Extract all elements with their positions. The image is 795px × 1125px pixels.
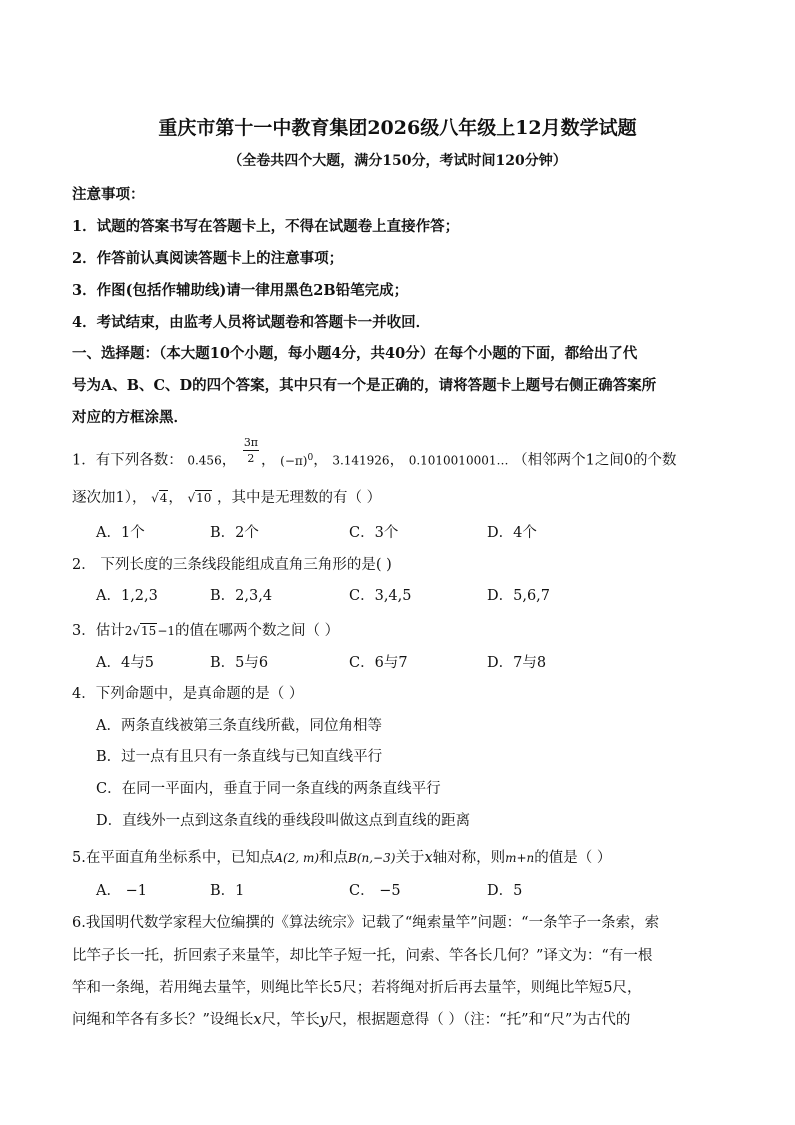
- q1-tail: （相邻两个1之间0的个数: [513, 452, 677, 469]
- page-subtitle: （全卷共四个大题，满分150分，考试时间120分钟）: [228, 153, 567, 169]
- q5-expression: m+n: [505, 851, 535, 865]
- q3-option-a: A．4与5: [96, 655, 154, 671]
- question-6-line-1: 6.我国明代数学家程大位编撰的《算法统宗》记载了“绳索量竿”问题：“一条竿子一条索，索: [72, 915, 660, 931]
- q1-number: 0.1010010001…: [408, 453, 509, 468]
- q1-prefix: 1．有下列各数：: [72, 452, 183, 469]
- question-4: 4．下列命题中，是真命题的是（ ）: [72, 686, 304, 702]
- q1-option-a: A．1个: [96, 525, 145, 541]
- question-3: 3．估计2√15−1的值在哪两个数之间（ ）: [72, 623, 340, 639]
- q1-number: 0.456: [187, 453, 222, 468]
- q4-option-d: D．直线外一点到这条直线的垂线段叫做这点到直线的距离: [96, 813, 471, 829]
- q1-option-c: C．3个: [349, 525, 399, 541]
- section-text: 对应的方框涂黑．: [72, 409, 188, 426]
- q5-option-b: B．1: [210, 883, 245, 899]
- q5-point-a: A(2, m): [274, 851, 320, 865]
- sqrt-symbol: √4: [151, 491, 168, 505]
- q4-option-a: A．两条直线被第三条直线所截，同位角相等: [96, 718, 382, 734]
- q3-option-c: C．6与7: [349, 655, 408, 671]
- note-item: 1．试题的答案书写在答题卡上，不得在试题卷上直接作答；: [72, 218, 460, 235]
- note-item: 3．作图(包括作辅助线)请一律用黑色2B铅笔完成；: [72, 282, 409, 299]
- section-text: 号为A、B、C、D的四个答案，其中只有一个是正确的，请将答题卡上题号右侧正确答案所: [72, 377, 657, 394]
- q2-option-d: D．5,6,7: [487, 588, 551, 604]
- question-6-line-2: 比竿子长一托，折回索子来量竿，却比竿子短一托，问索、竿各长几何？”译文为：“有一根: [72, 948, 653, 964]
- q1-power: $(-\pi)^0$: [280, 452, 314, 468]
- section-heading: 一、选择题：（本大题10个小题，每小题4分，共40分）在每个小题的下面，都给出了代: [72, 345, 638, 362]
- note-item: 4．考试结束，由监考人员将试题卷和答题卡一并收回．: [72, 314, 431, 331]
- question-6-line-4: 问绳和竿各有多长？”设绳长x尺，竿长y尺，根据题意得（ ）（注：“托”和“尺”为古代的: [72, 1012, 631, 1028]
- q4-option-c: C．在同一平面内，垂直于同一条直线的两条直线平行: [96, 781, 441, 797]
- question-6-line-3: 竿和一条绳，若用绳去量竿，则绳比竿长5尺；若将绳对折后再去量竿，则绳比竿短5尺，: [72, 980, 642, 996]
- question-1-line-1: 1．有下列各数： 0.456， $\frac{3\pi}{2}$ ， $(-\pi)^0$， 3.141926， 0.1010010001… （相邻两个1之间0的个数: [72, 436, 677, 469]
- q1-option-b: B．2个: [210, 525, 259, 541]
- q3-expression: 2√15−1: [124, 624, 176, 638]
- q3-option-d: D．7与8: [487, 655, 547, 671]
- q5-option-d: D．5: [487, 883, 523, 899]
- page-title: 重庆市第十一中教育集团2026级八年级上12月数学试题: [158, 117, 637, 139]
- question-5: 5.在平面直角坐标系中，已知点A(2, m)和点B(n,−3)关于x轴对称，则m+n的值是（ ）: [72, 850, 612, 866]
- q5-option-c: C． −5: [349, 883, 401, 899]
- q5-point-b: B(n,−3): [348, 851, 396, 865]
- sqrt-symbol: √10: [187, 491, 212, 505]
- question-2: 2． 下列长度的三条线段能组成直角三角形的是( ): [72, 557, 392, 573]
- question-1-line-2: 逐次加1）， √4， √10 ，其中是无理数的有（ ）: [72, 490, 382, 506]
- q5-option-a: A． −1: [96, 883, 147, 899]
- q1-number: 3.141926: [332, 453, 390, 468]
- q4-option-b: B．过一点有且只有一条直线与已知直线平行: [96, 749, 383, 765]
- q2-option-a: A．1,2,3: [96, 588, 158, 604]
- q1-fraction: $\frac{3\pi}{2}$: [243, 436, 259, 465]
- q2-option-b: B．2,3,4: [210, 588, 273, 604]
- note-item: 2．作答前认真阅读答题卡上的注意事项；: [72, 250, 344, 267]
- q3-option-b: B．5与6: [210, 655, 269, 671]
- q2-option-c: C．3,4,5: [349, 588, 412, 604]
- notes-heading: 注意事项：: [72, 186, 145, 203]
- q1-option-d: D．4个: [487, 525, 537, 541]
